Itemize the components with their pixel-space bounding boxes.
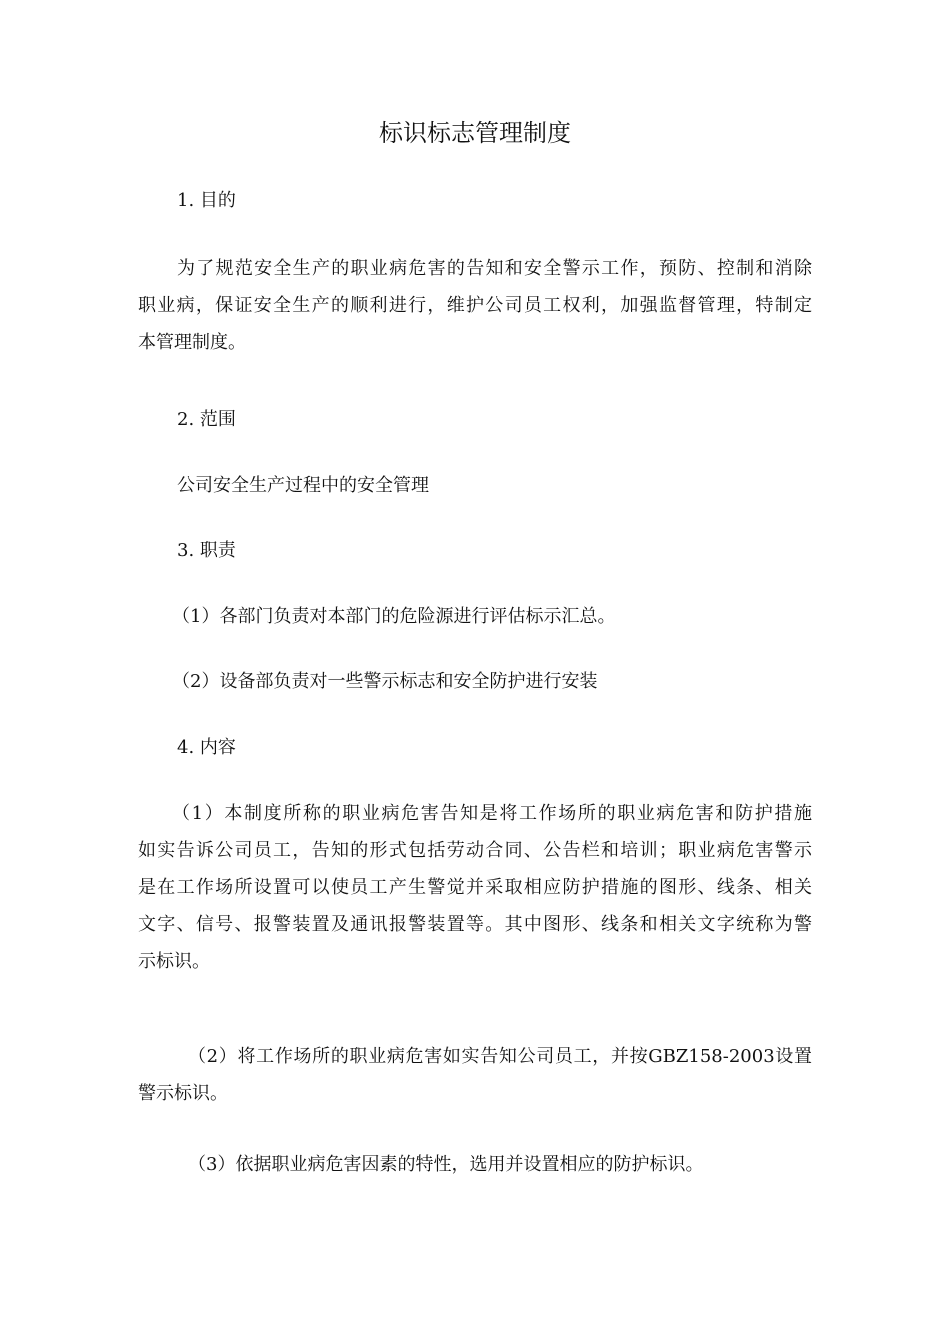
paragraph-purpose — [138, 250, 812, 361]
section-heading-content: 4. 内容 — [177, 737, 236, 758]
scope-text: 公司安全生产过程中的安全管理 — [177, 475, 429, 496]
paragraph-line: 文字、信号、报警装置及通讯报警装置等。其中图形、线条和相关文字统称为警 — [138, 914, 812, 935]
paragraph-line: （1）本制度所称的职业病危害告知是将工作场所的职业病危害和防护措施 — [172, 803, 812, 824]
paragraph-line: 警示标识。 — [138, 1083, 228, 1104]
content-item-3: （3）依据职业病危害因素的特性，选用并设置相应的防护标识。 — [188, 1154, 704, 1175]
paragraph-line: （2）将工作场所的职业病危害如实告知公司员工，并按GBZ158-2003设置 — [188, 1046, 812, 1067]
responsibility-item-2: （2）设备部负责对一些警示标志和安全防护进行安装 — [172, 671, 598, 692]
paragraph-line: 是在工作场所设置可以使员工产生警觉并采取相应防护措施的图形、线条、相关 — [138, 877, 812, 898]
paragraph-line: 为了规范安全生产的职业病危害的告知和安全警示工作，预防、控制和消除 — [177, 258, 812, 279]
section-heading-purpose: 1. 目的 — [177, 190, 236, 211]
paragraph-line: 如实告诉公司员工，告知的形式包括劳动合同、公告栏和培训；职业病危害警示 — [138, 840, 812, 861]
content-item-2 — [138, 1038, 812, 1112]
paragraph-line: 示标识。 — [138, 951, 210, 972]
responsibility-item-1: （1）各部门负责对本部门的危险源进行评估标示汇总。 — [172, 606, 616, 627]
content-item-1 — [138, 795, 812, 980]
section-heading-scope: 2. 范围 — [177, 409, 236, 430]
paragraph-line: 职业病，保证安全生产的顺利进行，维护公司员工权利，加强监督管理，特制定 — [138, 295, 812, 316]
section-heading-responsibilities: 3. 职责 — [177, 540, 236, 561]
paragraph-line: 本管理制度。 — [138, 332, 246, 353]
document-title: 标识标志管理制度 — [379, 119, 571, 147]
